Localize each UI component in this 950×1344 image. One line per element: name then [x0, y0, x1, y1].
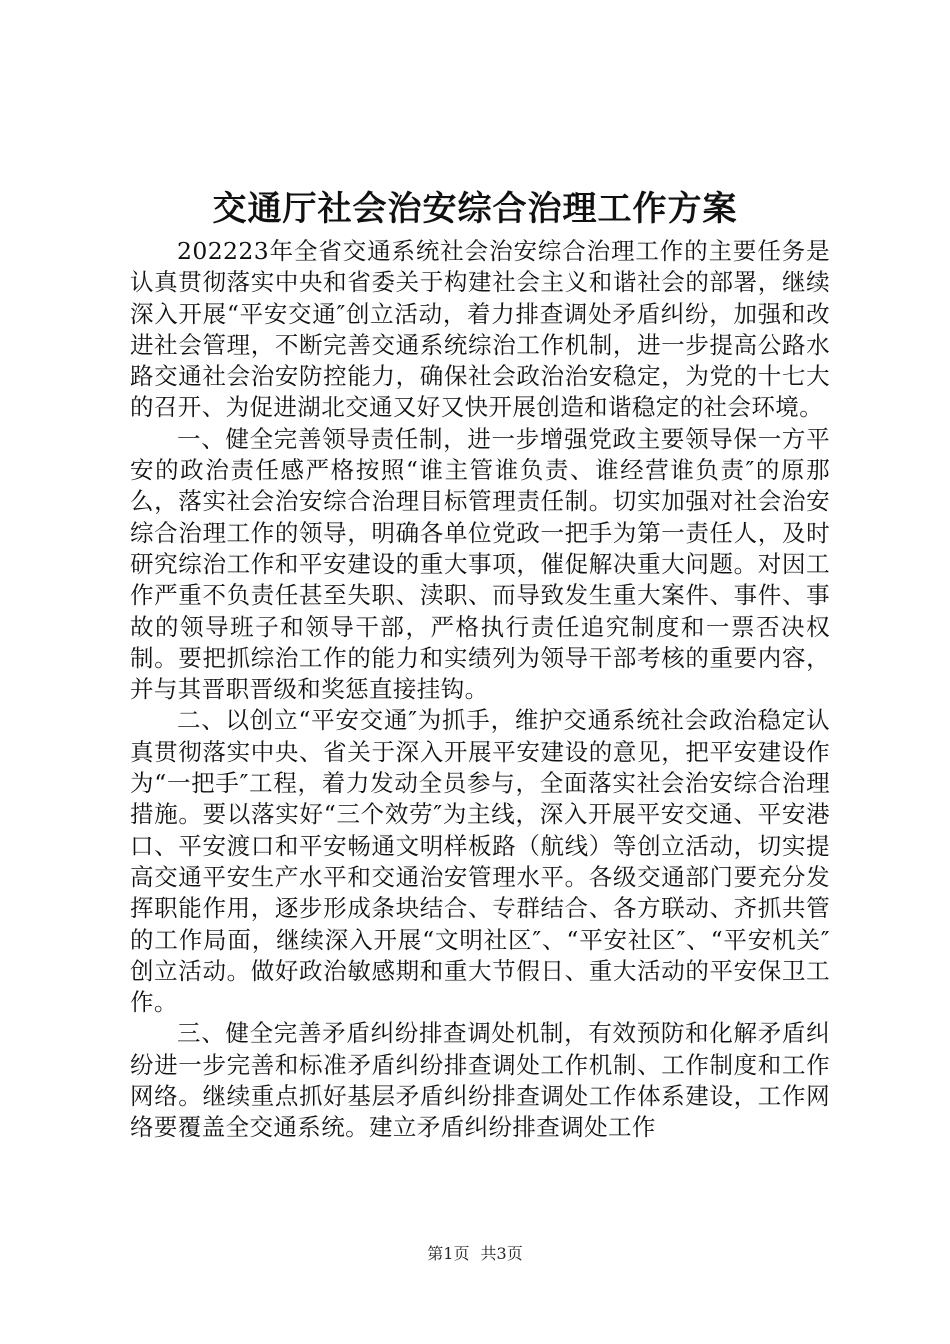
paragraph-section-3: 三、健全完善矛盾纠纷排查调处机制，有效预防和化解矛盾纠纷进一步完善和标准矛盾纠纷排查调处工作机制、工作制度和工作网络。继续重点抓好基层矛盾纠纷排查调处工作体系建设，工作网络要覆盖全交通系统。建立矛盾纠纷排查调处工作	[130, 1019, 830, 1142]
current-page-number: 第1页	[427, 1244, 470, 1263]
paragraph-section-2: 二、以创立“平安交通″为抓手，维护交通系统社会政治稳定认真贯彻落实中央、省关于深入开展平安建设的意见，把平安建设作为“一把手″工程，着力发动全员参与，全面落实社会治安综合治理措施。要以落实好“三个效劳″为主线，深入开展平安交通、平安港口、平安渡口和平安畅通文明样板路（航线）等创立活动，切实提高交通平安生产水平和交通治安管理水平。各级交通部门要充分发挥职能作用，逐步形成条块结合、专群结合、各方联动、齐抓共管的工作局面，继续深入开展“文明社区″、“平安社区″、“平安机关″创立活动。做好政治敏感期和重大节假日、重大活动的平安保卫工作。	[130, 706, 830, 1017]
paragraph-section-1: 一、健全完善领导责任制，进一步增强党政主要领导保一方平安的政治责任感严格按照“谁主管谁负责、谁经营谁负责″的原那么，落实社会治安综合治理目标管理责任制。切实加强对社会治安综合治理工作的领导，明确各单位党政一把手为第一责任人，及时研究综治工作和平安建设的重大事项，催促解决重大问题。对因工作严重不负责任甚至失职、渎职、而导致发生重大案件、事件、事故的领导班子和领导干部，严格执行责任追究制度和一票否决权制。要把抓综治工作的能力和实绩列为领导干部考核的重要内容，并与其晋职晋级和奖惩直接挂钩。	[130, 424, 830, 704]
document-body	[130, 236, 830, 1144]
paragraph-intro: 202223年全省交通系统社会治安综合治理工作的主要任务是认真贯彻落实中央和省委关于构建社会主义和谐社会的部署，继续深入开展“平安交通″创立活动，着力排查调处矛盾纠纷，加强和改进社会管理，不断完善交通系统综治工作机制，进一步提高公路水路交通社会治安防控能力，确保社会政治治安稳定，为党的十七大的召开、为促进湖北交通又好又快开展创造和谐稳定的社会环境。	[130, 237, 830, 422]
total-pages: 共3页	[480, 1244, 523, 1263]
document-title: 交通厅社会治安综合治理工作方案	[212, 189, 738, 229]
page-footer	[0, 1243, 950, 1265]
